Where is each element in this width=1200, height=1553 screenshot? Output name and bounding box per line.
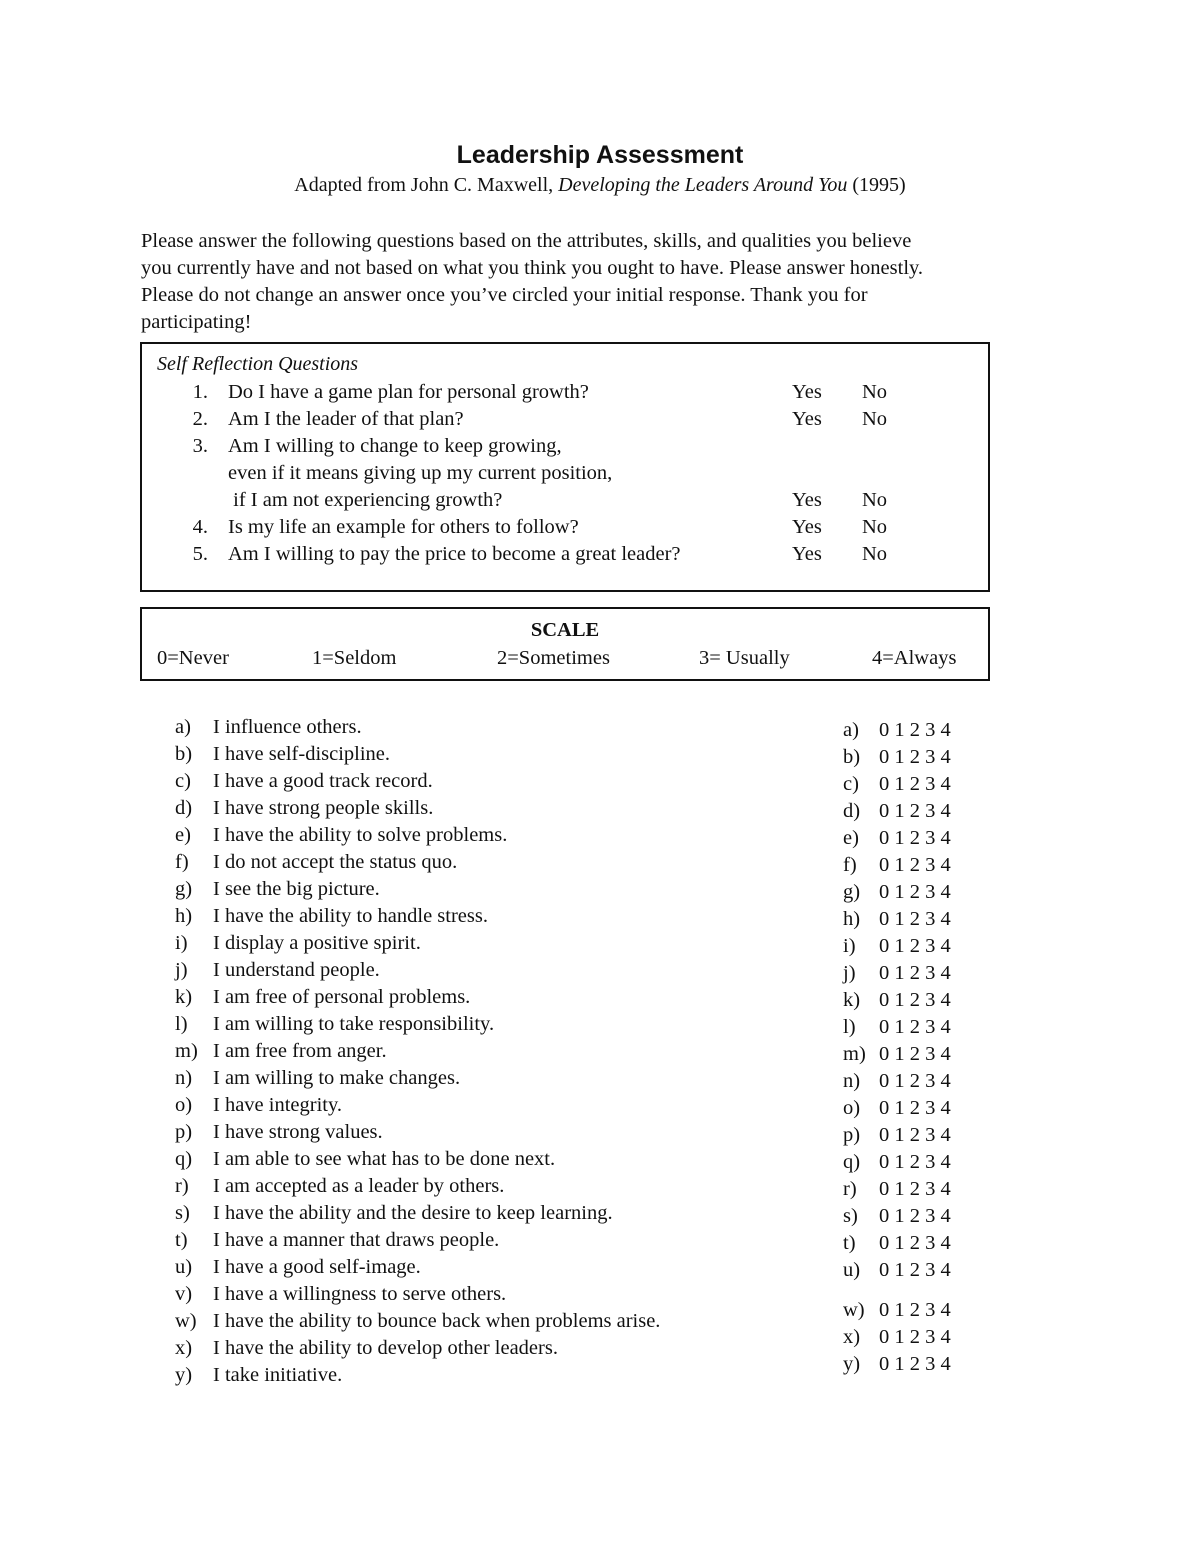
rating-row[interactable] [843, 746, 951, 773]
statement-letter: p) [175, 1121, 193, 1143]
statement-item [175, 878, 380, 905]
rating-options[interactable]: 0 1 2 3 4 [879, 962, 951, 984]
rating-row[interactable] [843, 908, 951, 935]
statement-text: I have the ability to solve problems. [213, 824, 508, 846]
reflection-question-2 [142, 408, 988, 435]
statement-letter: m) [175, 1040, 198, 1062]
rating-letter: e) [843, 827, 859, 849]
rating-options[interactable]: 0 1 2 3 4 [879, 1205, 951, 1227]
rating-letter: h) [843, 908, 861, 930]
answer-no[interactable]: No [862, 543, 888, 565]
statement-text: I have the ability and the desire to keep learning. [213, 1202, 613, 1224]
answer-no[interactable]: No [862, 408, 888, 430]
rating-options[interactable]: 0 1 2 3 4 [879, 1326, 951, 1348]
reflection-question-3-line-2 [142, 462, 988, 489]
rating-letter: a) [843, 719, 859, 741]
rating-row[interactable] [843, 1232, 951, 1259]
rating-options[interactable]: 0 1 2 3 4 [879, 1299, 951, 1321]
instructions-line: Please answer the following questions based on the attributes, skills, and qualities you believe [141, 230, 912, 252]
book-title: Developing the Leaders Around You [558, 174, 848, 196]
statement-item [175, 1067, 460, 1094]
statement-text: I have the ability to handle stress. [213, 905, 488, 927]
rating-row[interactable] [843, 1205, 951, 1232]
question-text: if I am not experiencing growth? [228, 489, 503, 511]
statement-text: I display a positive spirit. [213, 932, 421, 954]
statement-letter: x) [175, 1337, 193, 1359]
rating-options[interactable]: 0 1 2 3 4 [879, 1070, 951, 1092]
statement-text: I do not accept the status quo. [213, 851, 458, 873]
statement-letter: d) [175, 797, 193, 819]
reflection-question-4 [142, 516, 988, 543]
question-text: Is my life an example for others to follow? [228, 516, 579, 538]
statement-text: I have the ability to bounce back when problems arise. [213, 1310, 661, 1332]
subtitle-prefix: Adapted from John C. Maxwell, [294, 174, 559, 196]
statement-item [175, 1202, 613, 1229]
rating-letter: f) [843, 854, 857, 876]
statement-item [175, 1175, 504, 1202]
self-reflection-heading: Self Reflection Questions [157, 353, 359, 375]
statement-text: I have a good self-image. [213, 1256, 421, 1278]
question-text: even if it means giving up my current position, [228, 462, 613, 484]
question-text: Am I the leader of that plan? [228, 408, 464, 430]
scale-sometimes: 2=Sometimes [497, 647, 610, 669]
statement-text: I see the big picture. [213, 878, 380, 900]
statement-letter: k) [175, 986, 193, 1008]
rating-options[interactable]: 0 1 2 3 4 [879, 881, 951, 903]
statement-text: I am free of personal problems. [213, 986, 471, 1008]
statement-letter: r) [175, 1175, 189, 1197]
rating-letter: d) [843, 800, 861, 822]
statement-item [175, 1094, 342, 1121]
statement-item [175, 1283, 506, 1310]
answer-yes[interactable]: Yes [792, 489, 822, 511]
rating-options[interactable]: 0 1 2 3 4 [879, 1232, 951, 1254]
rating-row[interactable] [843, 1016, 951, 1043]
statement-letter: c) [175, 770, 191, 792]
statement-text: I have a manner that draws people. [213, 1229, 500, 1251]
statement-item [175, 770, 433, 797]
statement-text: I have self-discipline. [213, 743, 391, 765]
rating-row[interactable] [843, 935, 951, 962]
rating-letter: l) [843, 1016, 856, 1038]
rating-letter: i) [843, 935, 856, 957]
rating-letter: j) [843, 962, 856, 984]
statement-text: I am willing to take responsibility. [213, 1013, 495, 1035]
rating-options[interactable]: 0 1 2 3 4 [879, 773, 951, 795]
statement-letter: o) [175, 1094, 193, 1116]
rating-row[interactable] [843, 719, 951, 746]
rating-row[interactable] [843, 1151, 951, 1178]
scale-usually: 3= Usually [699, 647, 790, 669]
rating-letter: c) [843, 773, 859, 795]
statement-letter: h) [175, 905, 193, 927]
reflection-question-3-line-3 [142, 489, 988, 516]
rating-letter: g) [843, 881, 861, 903]
answer-no[interactable]: No [862, 381, 888, 403]
question-number: 5. [192, 543, 208, 565]
rating-options[interactable]: 0 1 2 3 4 [879, 1259, 951, 1281]
rating-letter: y) [843, 1353, 861, 1375]
rating-row[interactable] [843, 989, 951, 1016]
rating-options[interactable]: 0 1 2 3 4 [879, 1124, 951, 1146]
scale-box [140, 607, 990, 681]
rating-options[interactable]: 0 1 2 3 4 [879, 935, 951, 957]
statement-text: I have the ability to develop other leaders. [213, 1337, 558, 1359]
rating-options[interactable]: 0 1 2 3 4 [879, 1178, 951, 1200]
instructions [141, 228, 1061, 336]
answer-yes[interactable]: Yes [792, 381, 822, 403]
rating-row[interactable] [843, 1178, 951, 1205]
page-title: Leadership Assessment [456, 141, 744, 169]
answer-no[interactable]: No [862, 516, 888, 538]
statement-letter: b) [175, 743, 193, 765]
rating-letter: k) [843, 989, 861, 1011]
self-reflection-box [140, 342, 990, 592]
statement-item [175, 986, 470, 1013]
statement-item [175, 851, 457, 878]
statement-item [175, 797, 433, 824]
reflection-question-3 [142, 435, 988, 462]
rating-row[interactable] [843, 1259, 951, 1286]
question-text: Do I have a game plan for personal growth? [228, 381, 589, 403]
rating-row[interactable] [843, 1097, 951, 1124]
statement-text: I am willing to make changes. [213, 1067, 461, 1089]
statement-text: I am able to see what has to be done next. [213, 1148, 556, 1170]
question-text: Am I willing to pay the price to become a great leader? [228, 543, 681, 565]
statement-letter: t) [175, 1229, 188, 1251]
rating-letter: m) [843, 1043, 866, 1065]
rating-options[interactable]: 0 1 2 3 4 [879, 719, 951, 741]
scale-title: SCALE [530, 619, 600, 641]
statement-item [175, 1013, 494, 1040]
rating-options[interactable]: 0 1 2 3 4 [879, 1043, 951, 1065]
subtitle [0, 174, 1200, 197]
statement-letter: n) [175, 1067, 193, 1089]
question-number: 4. [192, 516, 208, 538]
rating-row[interactable] [843, 1326, 951, 1353]
statement-text: I have integrity. [213, 1094, 343, 1116]
statement-item [175, 1040, 387, 1067]
rating-options[interactable]: 0 1 2 3 4 [879, 1097, 951, 1119]
rating-row[interactable] [843, 962, 951, 989]
statement-item [175, 1337, 558, 1364]
statement-text: I influence others. [213, 716, 362, 738]
statement-text: I understand people. [213, 959, 380, 981]
subtitle-year: (1995) [847, 174, 906, 196]
answer-no[interactable]: No [862, 489, 888, 511]
statement-text: I take initiative. [213, 1364, 343, 1386]
rating-row[interactable] [843, 773, 951, 800]
statement-letter: v) [175, 1283, 193, 1305]
statement-letter: y) [175, 1364, 193, 1386]
question-number: 1. [192, 381, 208, 403]
instructions-line: you currently have and not based on what you think you ought to have. Please answer honestly. [141, 257, 924, 279]
scale-seldom: 1=Seldom [312, 647, 397, 669]
scale-always: 4=Always [872, 647, 957, 669]
statement-text: I am free from anger. [213, 1040, 387, 1062]
rating-options[interactable]: 0 1 2 3 4 [879, 800, 951, 822]
rating-options[interactable]: 0 1 2 3 4 [879, 827, 951, 849]
instructions-line: participating! [141, 311, 252, 333]
statement-item [175, 932, 421, 959]
statement-item [175, 1364, 342, 1391]
statement-item [175, 1310, 660, 1337]
rating-options[interactable]: 0 1 2 3 4 [879, 854, 951, 876]
statement-item [175, 1148, 555, 1175]
rating-row[interactable] [843, 1353, 951, 1380]
statement-letter: e) [175, 824, 191, 846]
instructions-line: Please do not change an answer once you’ve circled your initial response. Thank you for [141, 284, 868, 306]
statement-item [175, 824, 507, 851]
statement-letter: i) [175, 932, 188, 954]
statement-item [175, 1256, 421, 1283]
rating-options[interactable]: 0 1 2 3 4 [879, 1151, 951, 1173]
reflection-question-5 [142, 543, 988, 570]
rating-row[interactable] [843, 827, 951, 854]
rating-options[interactable]: 0 1 2 3 4 [879, 1353, 951, 1375]
scale-never: 0=Never [157, 647, 229, 669]
rating-options[interactable]: 0 1 2 3 4 [879, 908, 951, 930]
statement-text: I have a willingness to serve others. [213, 1283, 507, 1305]
answer-yes[interactable]: Yes [792, 543, 822, 565]
answer-yes[interactable]: Yes [792, 408, 822, 430]
rating-row[interactable] [843, 1299, 951, 1326]
statement-letter: l) [175, 1013, 188, 1035]
rating-row[interactable] [843, 1124, 951, 1151]
rating-options[interactable]: 0 1 2 3 4 [879, 1016, 951, 1038]
statement-letter: a) [175, 716, 191, 738]
rating-letter: b) [843, 746, 861, 768]
rating-options[interactable]: 0 1 2 3 4 [879, 746, 951, 768]
statement-item [175, 1121, 383, 1148]
statement-item [175, 1229, 499, 1256]
statement-item [175, 716, 362, 743]
rating-letter: u) [843, 1259, 861, 1281]
statement-letter: g) [175, 878, 193, 900]
rating-letter: t) [843, 1232, 856, 1254]
statement-letter: q) [175, 1148, 193, 1170]
statement-letter: j) [175, 959, 188, 981]
rating-letter: q) [843, 1151, 861, 1173]
statement-item [175, 905, 488, 932]
rating-row[interactable] [843, 1070, 951, 1097]
question-number: 3. [192, 435, 208, 457]
rating-row[interactable] [843, 854, 951, 881]
statement-letter: f) [175, 851, 189, 873]
statement-item [175, 959, 380, 986]
rating-letter: n) [843, 1070, 861, 1092]
rating-letter: o) [843, 1097, 861, 1119]
statement-letter: w) [175, 1310, 197, 1332]
statement-text: I am accepted as a leader by others. [213, 1175, 505, 1197]
rating-letter: w) [843, 1299, 865, 1321]
rating-options[interactable]: 0 1 2 3 4 [879, 989, 951, 1011]
answer-yes[interactable]: Yes [792, 516, 822, 538]
rating-row[interactable] [843, 800, 951, 827]
statement-letter: u) [175, 1256, 193, 1278]
statement-letter: s) [175, 1202, 190, 1224]
rating-letter: x) [843, 1326, 861, 1348]
statement-text: I have a good track record. [213, 770, 433, 792]
statement-text: I have strong people skills. [213, 797, 434, 819]
rating-letter: s) [843, 1205, 858, 1227]
rating-letter: r) [843, 1178, 857, 1200]
rating-row[interactable] [843, 881, 951, 908]
statement-text: I have strong values. [213, 1121, 383, 1143]
question-text: Am I willing to change to keep growing, [228, 435, 562, 457]
rating-row[interactable] [843, 1043, 951, 1070]
question-number: 2. [192, 408, 208, 430]
reflection-question-1 [142, 381, 988, 408]
statement-item [175, 743, 390, 770]
rating-letter: p) [843, 1124, 861, 1146]
